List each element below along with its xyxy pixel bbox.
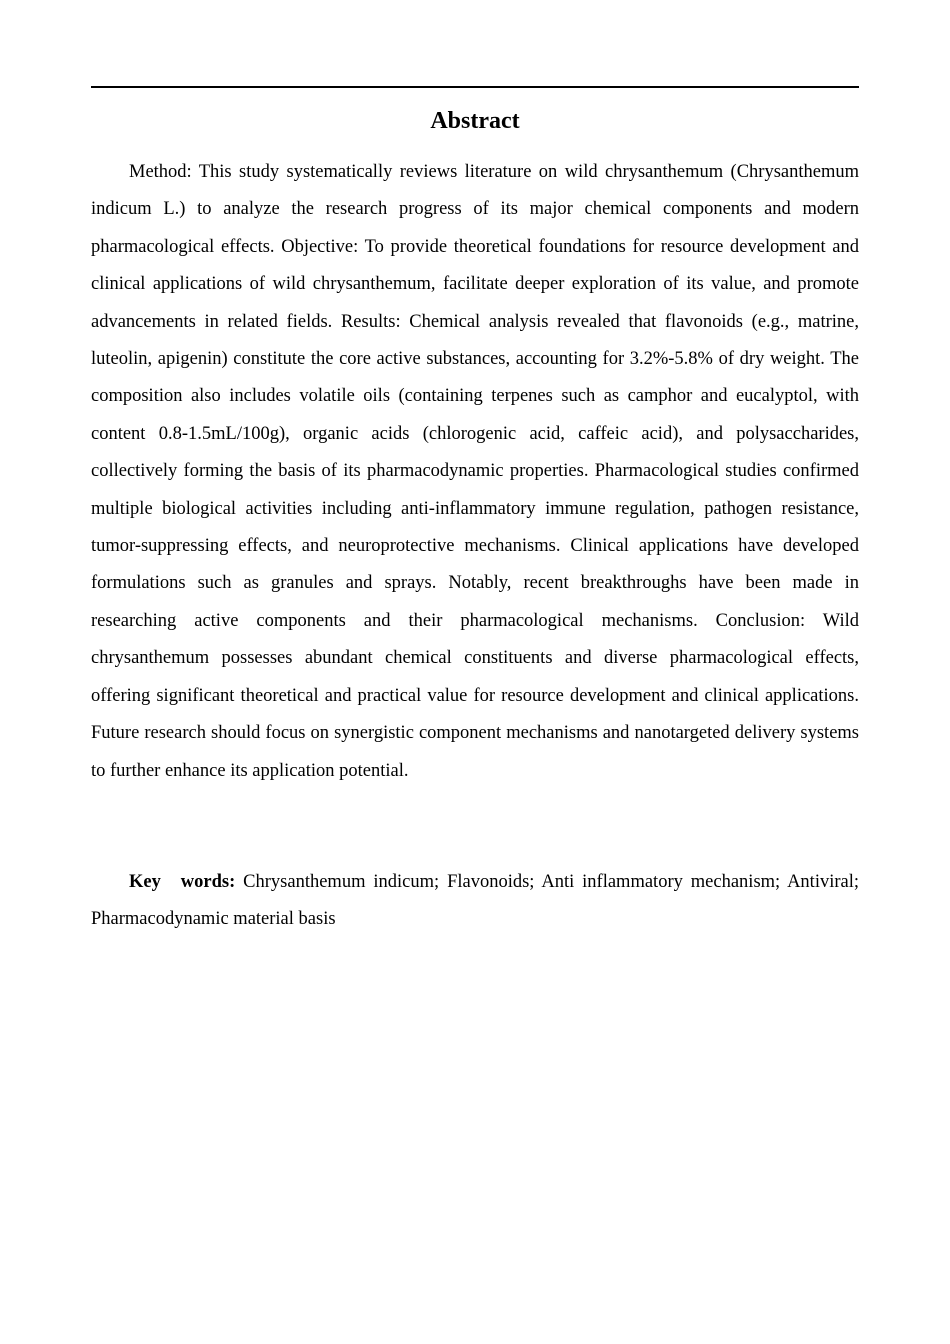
header-rule (91, 86, 859, 88)
abstract-title: Abstract (430, 108, 520, 134)
keywords-paragraph (91, 864, 859, 939)
keywords-label: Key words: (129, 872, 236, 892)
keywords-text: Chrysanthemum indicum; Flavonoids; Anti inflammatory mechanism; Antiviral; Pharmacodynamic material basis (91, 872, 859, 930)
abstract-body: Method: This study systematically reviews literature on wild chrysanthemum (Chrysanthemum indicum L.) to analyze the research progress of its major chemical components and modern pharmacological effects. Objective: To provide theoretical foundations for resource development and clinical applications of wild chrysanthemum, facilitate deeper exploration of its value, and promote advancements in related fields. Results: Chemical analysis revealed that flavonoids (e.g., matrine, luteolin, apigenin) constitute the core active substances, accounting for 3.2%-5.8% of dry weight. The composition also includes volatile oils (containing terpenes such as camphor and eucalyptol, with content 0.8-1.5mL/100g), organic acids (chlorogenic acid, caffeic acid), and polysaccharides, collectively forming the basis of its pharmacodynamic properties. Pharmacological studies confirmed multiple biological activities including anti-inflammatory immune regulation, pathogen resistance, tumor-suppressing effects, and neuroprotective mechanisms. Clinical applications have developed formulations such as granules and sprays. Notably, recent breakthroughs have been made in researching active components and their pharmacological mechanisms. Conclusion: Wild chrysanthemum possesses abundant chemical constituents and diverse pharmacological effects, offering significant theoretical and practical value for resource development and clinical applications. Future research should focus on synergistic component mechanisms and nanotargeted delivery systems to further enhance its application potential. (91, 162, 859, 781)
